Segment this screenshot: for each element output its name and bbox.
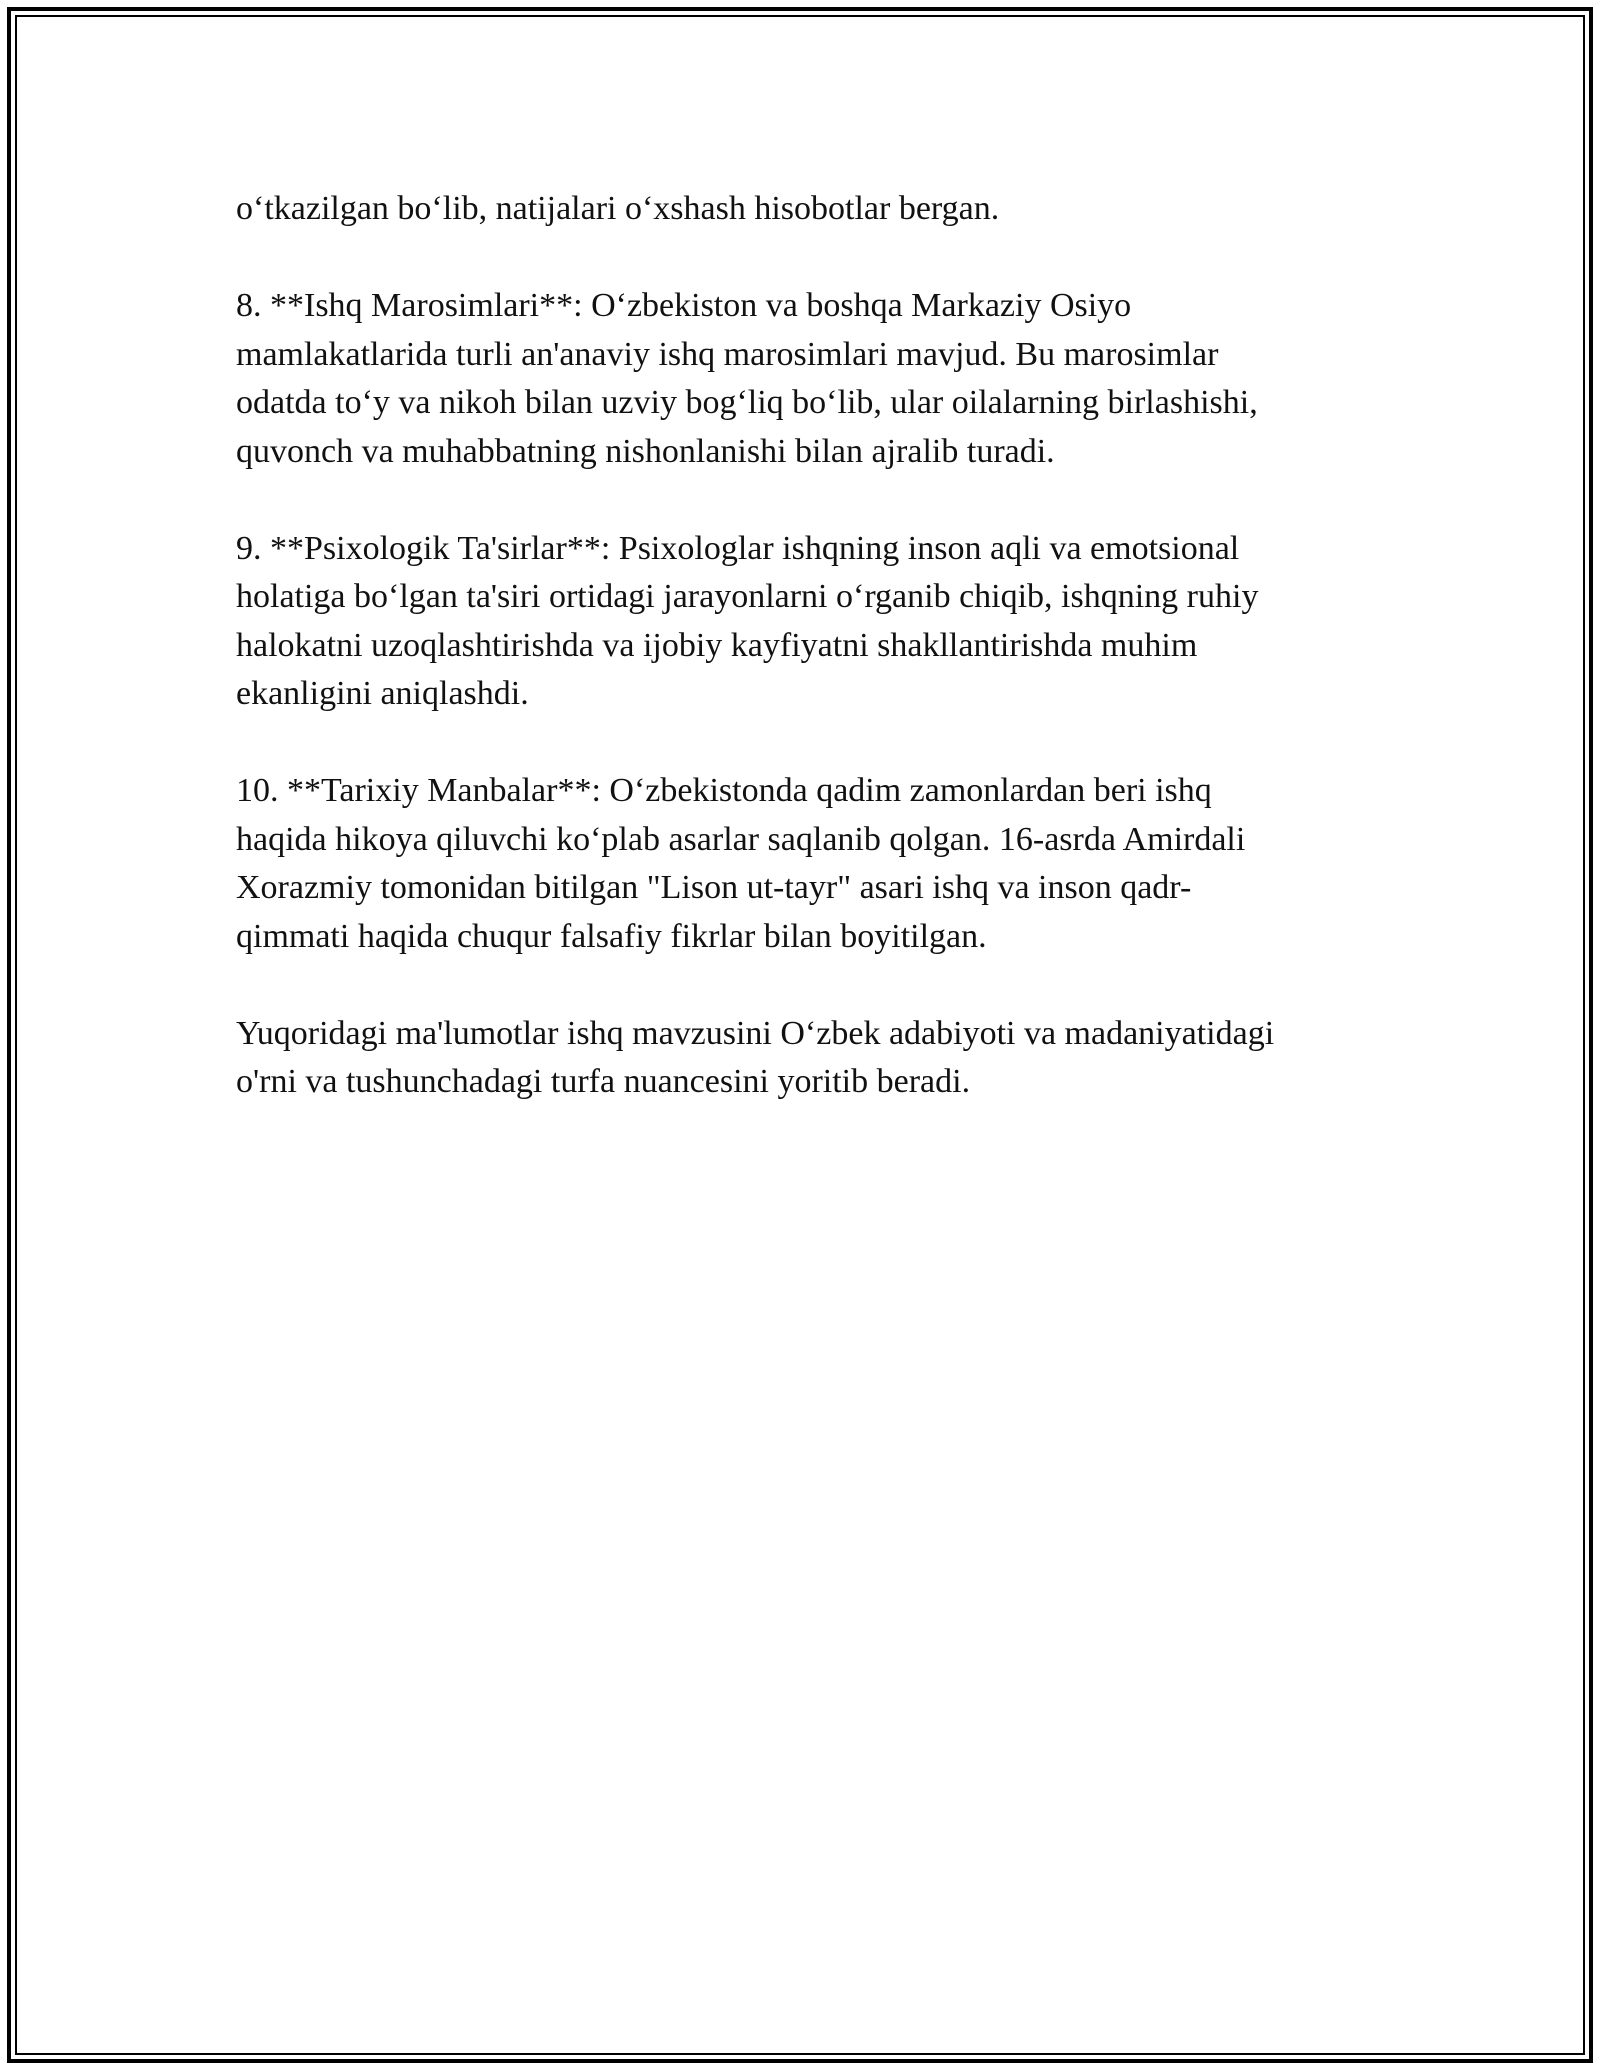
document-body bbox=[236, 185, 1376, 1155]
paragraph-conclusion: Yuqoridagi ma'lumotlar ishq mavzusini O‘zbek adabiyoti va madaniyatidagi o'rni va tushunchadagi turfa nuancesini yoritib beradi. bbox=[236, 1014, 1275, 1100]
paragraph-item-8: 8. **Ishq Marosimlari**: O‘zbekiston va boshqa Markaziy Osiyo mamlakatlarida turli an'anaviy ishq marosimlari mavjud. Bu marosimlar odatda to‘y va nikoh bilan uzviy bog‘liq bo‘lib, ular oilalarning birlashishi, quvonch va muhabbatning nishonlanishi bilan ajralib turadi. bbox=[236, 287, 1258, 470]
paragraph-item-9: 9. **Psixologik Ta'sirlar**: Psixologlar ishqning inson aqli va emotsional holatiga bo‘lgan ta'siri ortidagi jarayonlarni o‘rganib chiqib, ishqning ruhiy halokatni uzoqlashtirishda va ijobiy kayfiyatni shakllantirishda muhim ekanligini aniqlashdi. bbox=[236, 529, 1259, 712]
paragraph-continuation: o‘tkazilgan bo‘lib, natijalari o‘xshash hisobotlar bergan. bbox=[236, 190, 1000, 227]
paragraph-item-10: 10. **Tarixiy Manbalar**: O‘zbekistonda qadim zamonlardan beri ishq haqida hikoya qiluvchi ko‘plab asarlar saqlanib qolgan. 16-asrda Amirdali Xorazmiy tomonidan bitilgan "Lison ut-tayr" asari ishq va inson qadr- qimmati haqida chuqur falsafiy fikrlar bilan boyitilgan. bbox=[236, 772, 1246, 955]
